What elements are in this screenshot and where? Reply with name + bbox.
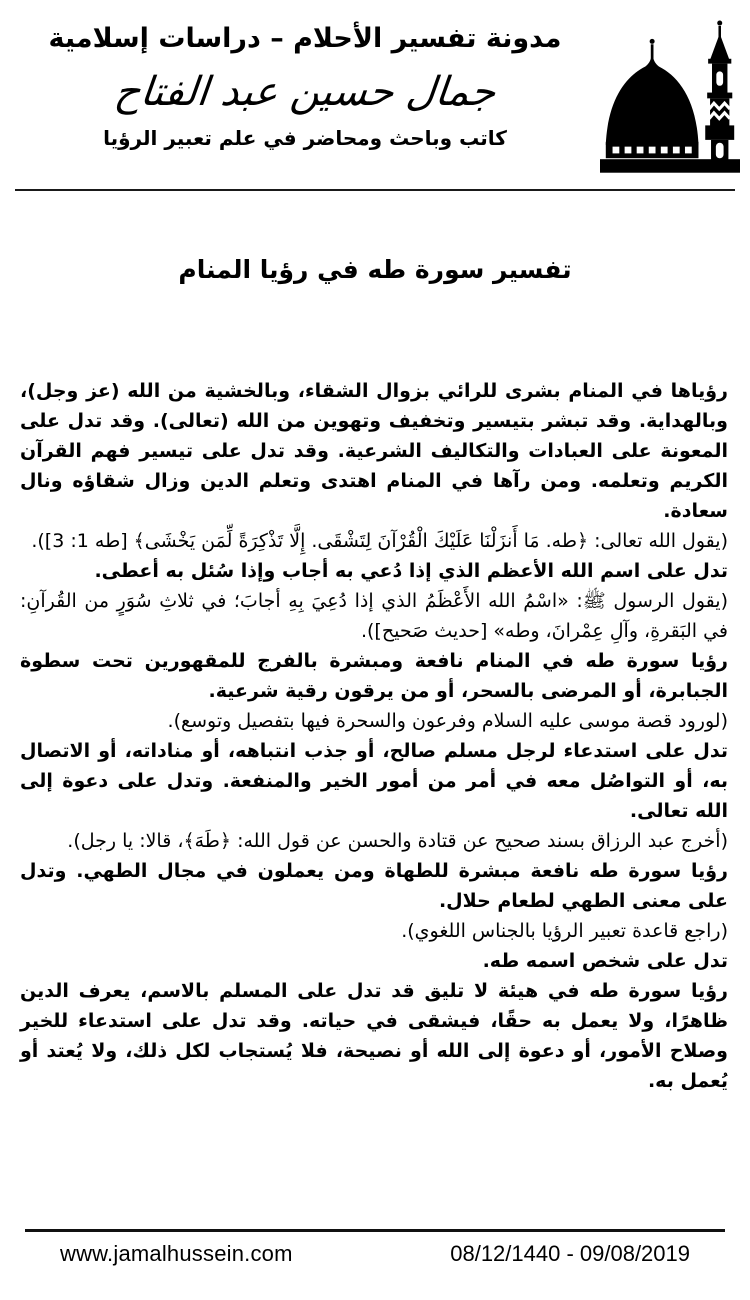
article-title: تفسير سورة طه في رؤيا المنام xyxy=(178,255,572,284)
paragraph: (لورود قصة موسى عليه السلام وفرعون والسحرة فيها بتفصيل وتوسع). xyxy=(167,710,728,732)
header-divider xyxy=(15,189,735,191)
paragraph: رؤياها في المنام بشرى للرائي بزوال الشقاء، وبالخشية من الله (عز وجل)، وبالهداية. وقد تبشر بتيسير وتخفيف وتهوين من الله (تعالى). وقد تدل على المعونة على العبادات والتكاليف الشرعية. وقد تدل على تيسير فهم القرآن الكريم وتعلمه. ومن رآها في المنام اهتدى وتعلم الدين وزال شقاؤه ونال سعادة. xyxy=(20,380,728,522)
header-text-block xyxy=(10,14,600,150)
paragraph: (راجع قاعدة تعبير الرؤيا بالجناس اللغوي). xyxy=(401,920,728,942)
website-link[interactable]: www.jamalhussein.com xyxy=(60,1241,293,1266)
page-footer xyxy=(25,1229,725,1267)
paragraph: تدل على شخص اسمه طه. xyxy=(482,950,728,972)
mosque-icon xyxy=(600,16,740,177)
paragraph: (يقول الله تعالى: ﴿طه. مَا أَنزَلْنَا عَلَيْكَ الْقُرْآنَ لِتَشْقَى. إِلَّا تَذْكِرَةً لِّمَن يَخْشَى﴾ [طه 1: 3]). xyxy=(31,530,728,552)
paragraph: رؤيا سورة طه في المنام نافعة ومبشرة بالفرج للمقهورين تحت سطوة الجبابرة، أو المرضى بالسحر، أو من يرقون رقية شرعية. xyxy=(20,650,728,702)
paragraph: رؤيا سورة طه في هيئة لا تليق قد تدل على المسلم بالاسم، يعرف الدين ظاهرًا، ولا يعمل به حقًا، فيشقى في حياته. وقد تدل على استدعاء للخير وصلاح الأمور، أو دعوة إلى الله أو نصيحة، فلا يُستجاب لكل ذلك، ولا يُعتد أو يُعمل به. xyxy=(20,980,728,1092)
footer-row xyxy=(25,1232,725,1267)
page-header xyxy=(0,0,750,177)
paragraph: (أخرج عبد الرزاق بسند صحيح عن قتادة والحسن عن قول الله: ﴿طَهَ﴾، قالا: يا رجل). xyxy=(67,830,728,852)
author-signature: جمال حسين عبد الفتاح xyxy=(112,68,498,115)
paragraph: تدل على استدعاء لرجل مسلم صالح، أو جذب انتباهه، أو مناداته، أو الاتصال به، أو التواصُل معه في أمر من أمور الخير والمنفعة. وتدل على دعوة إلى الله تعالى. xyxy=(20,740,728,822)
paragraph: تدل على اسم الله الأعظم الذي إذا دُعي به أجاب وإذا سُئل به أعطى. xyxy=(94,560,728,582)
blog-title: مدونة تفسير الأحلام – دراسات إسلامية xyxy=(48,23,562,54)
author-tagline: كاتب وباحث ومحاضر في علم تعبير الرؤيا xyxy=(103,125,507,150)
paragraph: رؤيا سورة طه نافعة مبشرة للطهاة ومن يعملون في مجال الطهي. وتدل على معنى الطهي لطعام حلال. xyxy=(20,860,728,912)
footer-date: 08/12/1440 - 09/08/2019 xyxy=(450,1241,690,1266)
article-body xyxy=(0,376,750,1096)
paragraph: (يقول الرسول ﷺ: «اسْمُ الله الأَعْظَمُ الذي إذا دُعِيَ بِهِ أجابَ؛ في ثلاثِ سُوَرٍ من القُرآنِ: في البَقرةِ، وآلِ عِمْرانَ، وطه» [حديث صَحيح]). xyxy=(20,590,728,642)
